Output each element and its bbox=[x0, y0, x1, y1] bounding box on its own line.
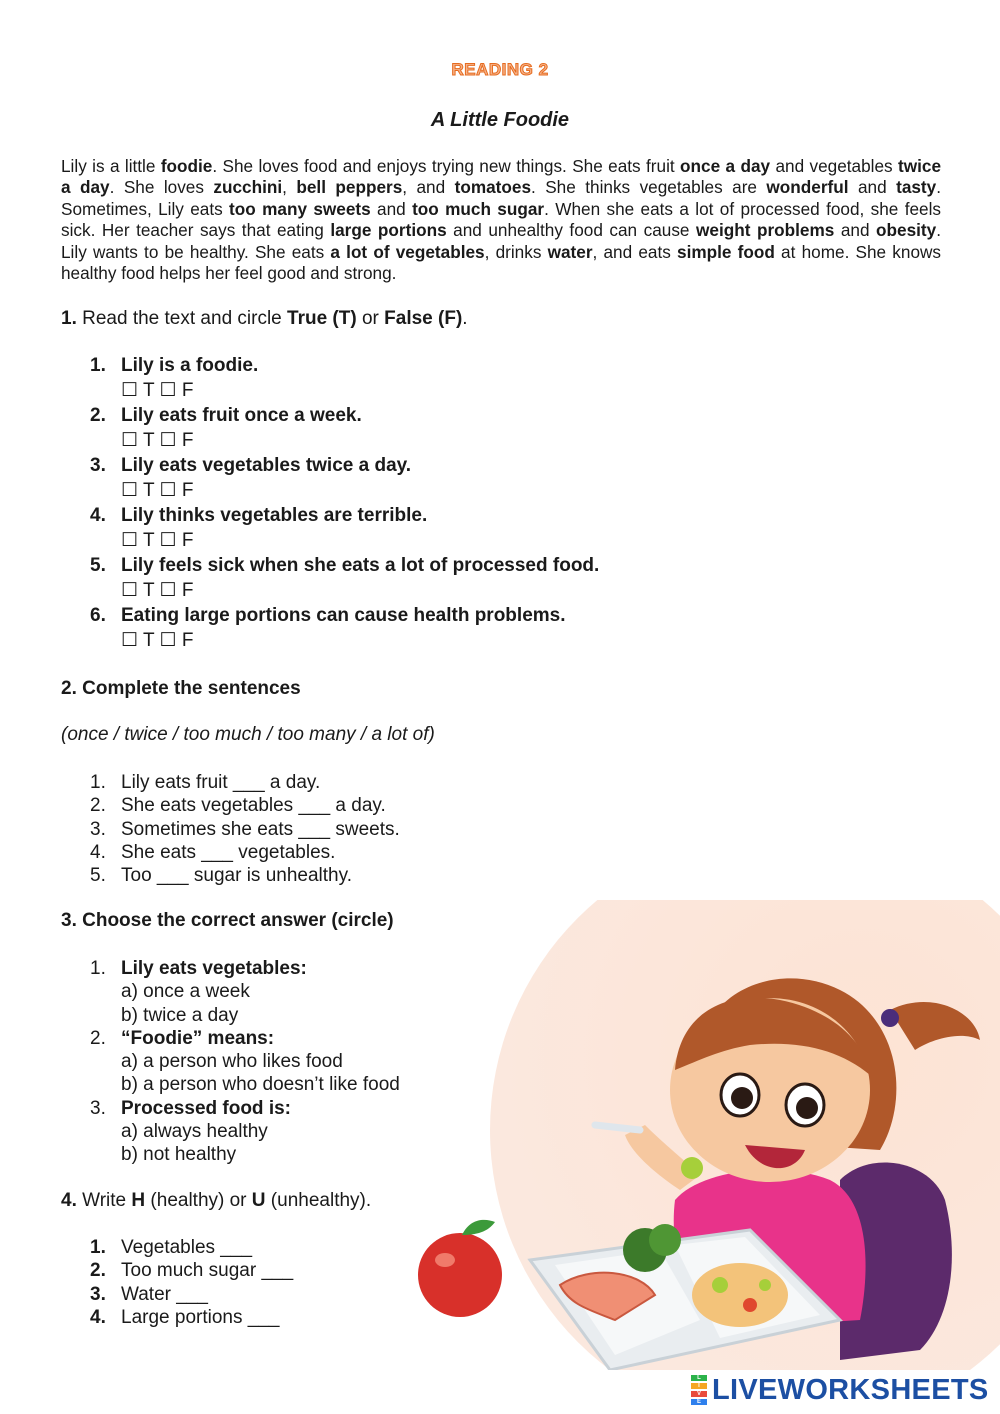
passage-text: and vegetables bbox=[770, 156, 899, 176]
reading-passage bbox=[61, 156, 941, 284]
tf-checkboxes[interactable]: ☐ T ☐ F bbox=[121, 630, 194, 651]
apple-shine bbox=[435, 1253, 455, 1267]
passage-text: and bbox=[834, 220, 877, 241]
item-number: 4. bbox=[90, 1306, 106, 1328]
passage-keyword: bell peppers bbox=[296, 177, 403, 198]
passage-keyword: a lot of vegetables bbox=[330, 241, 485, 262]
tf-question-text: Lily eats fruit once a week. bbox=[121, 405, 362, 426]
hu-item bbox=[90, 1283, 293, 1306]
tf-question-item bbox=[90, 603, 599, 653]
tf-question-body bbox=[121, 553, 599, 603]
tf-question-body bbox=[121, 403, 362, 453]
tf-checkboxes[interactable]: ☐ T ☐ F bbox=[121, 530, 194, 551]
apple-leaf-icon bbox=[462, 1220, 495, 1235]
logo-mark-letter: V bbox=[691, 1391, 707, 1397]
item-number: 3. bbox=[90, 818, 106, 840]
passage-text: . She loves food and enjoys trying new things. She eats fruit bbox=[212, 156, 681, 176]
passage-keyword: weight problems bbox=[696, 220, 835, 241]
hair-tie-icon bbox=[881, 1009, 899, 1027]
mc-question-item bbox=[90, 957, 400, 1027]
logo-mark-icon bbox=[691, 1375, 709, 1405]
mc-question-text: Lily eats vegetables: bbox=[121, 958, 307, 979]
passage-text: and bbox=[370, 198, 413, 219]
item-number: 3. bbox=[90, 1283, 106, 1305]
hu-item bbox=[90, 1306, 293, 1329]
word-options: (once / twice / too much / too many / a lot of) bbox=[61, 724, 435, 745]
mc-question-item bbox=[90, 1097, 400, 1167]
tf-question-body bbox=[121, 603, 566, 653]
passage-keyword: foodie bbox=[160, 156, 213, 176]
tf-question-item bbox=[90, 553, 599, 603]
passage-keyword: simple food bbox=[677, 241, 775, 262]
fill-sentence-text[interactable]: She eats ___ vegetables. bbox=[121, 841, 336, 863]
fill-sentence-item bbox=[90, 818, 400, 841]
item-number: 2. bbox=[90, 405, 106, 426]
liveworksheets-logo bbox=[691, 1374, 989, 1406]
tf-question-text: Lily feels sick when she eats a lot of processed food. bbox=[121, 555, 600, 576]
mc-question-body bbox=[121, 1097, 291, 1167]
passage-text: . She thinks vegetables are bbox=[531, 177, 767, 198]
tf-checkboxes[interactable]: ☐ T ☐ F bbox=[121, 580, 194, 601]
passage-keyword: twice a day bbox=[61, 156, 942, 198]
hu-item bbox=[90, 1259, 293, 1282]
tf-question-body bbox=[121, 503, 427, 553]
tf-question-text: Lily thinks vegetables are terrible. bbox=[121, 505, 428, 526]
veg-pea-2 bbox=[759, 1279, 771, 1291]
passage-keyword: too much sugar bbox=[412, 198, 545, 219]
tf-checkboxes[interactable]: ☐ T ☐ F bbox=[121, 380, 194, 401]
apple-icon bbox=[418, 1233, 502, 1317]
passage-text: at home. She knows healthy food helps her feel good and strong. bbox=[61, 241, 942, 284]
veg-pea-1 bbox=[712, 1277, 728, 1293]
section-2-heading bbox=[61, 678, 301, 700]
section-4-text-b: (healthy) or bbox=[145, 1190, 252, 1211]
tf-question-item bbox=[90, 503, 599, 553]
story-title: A Little Foodie bbox=[430, 109, 570, 131]
mc-option-b[interactable]: b) a person who doesn’t like food bbox=[121, 1074, 400, 1096]
section-4-text-c: (unhealthy). bbox=[265, 1190, 372, 1211]
tf-question-body bbox=[121, 453, 411, 503]
mc-option-b[interactable]: b) twice a day bbox=[121, 1004, 239, 1026]
mc-question-text: Processed food is: bbox=[121, 1097, 291, 1119]
fill-in-list bbox=[90, 771, 400, 887]
item-number: 1. bbox=[90, 958, 106, 979]
fill-sentence-text[interactable]: Sometimes she eats ___ sweets. bbox=[121, 818, 400, 840]
page-title: READING 2 bbox=[451, 60, 549, 79]
section-1-or: or bbox=[356, 308, 385, 329]
mc-option-a[interactable]: a) once a week bbox=[121, 981, 250, 1003]
item-number: 2. bbox=[90, 1027, 106, 1049]
girl-eating-illustration bbox=[400, 900, 1000, 1370]
item-number: 3. bbox=[90, 455, 106, 476]
hu-item bbox=[90, 1236, 293, 1259]
healthy-letter: H bbox=[131, 1190, 146, 1211]
left-pupil bbox=[731, 1087, 753, 1109]
tf-question-body bbox=[121, 353, 258, 403]
passage-text: , drinks bbox=[484, 241, 548, 262]
passage-keyword: tomatoes bbox=[454, 177, 532, 198]
item-number: 1. bbox=[90, 772, 106, 793]
item-number: 6. bbox=[90, 605, 106, 626]
unhealthy-letter: U bbox=[251, 1190, 266, 1211]
mc-question-item bbox=[90, 1027, 400, 1097]
passage-keyword: tasty bbox=[896, 177, 937, 198]
mc-option-a[interactable]: a) always healthy bbox=[121, 1121, 268, 1143]
fill-sentence-text[interactable]: Too ___ sugar is unhealthy. bbox=[121, 865, 352, 887]
broccoli-floret bbox=[649, 1224, 681, 1256]
right-pupil bbox=[796, 1097, 818, 1119]
passage-text: , bbox=[282, 177, 297, 198]
passage-keyword: large portions bbox=[330, 220, 447, 241]
passage-text: Lily is a little bbox=[61, 156, 161, 176]
passage-text: , and eats bbox=[592, 241, 678, 262]
veg-carrot bbox=[743, 1298, 757, 1312]
pea-icon bbox=[681, 1157, 703, 1179]
item-number: 2. bbox=[90, 795, 106, 817]
tf-checkboxes[interactable]: ☐ T ☐ F bbox=[121, 480, 194, 501]
logo-mark-letter: L bbox=[691, 1375, 707, 1381]
item-number: 3. bbox=[90, 1097, 106, 1119]
item-number: 5. bbox=[90, 555, 106, 576]
fill-sentence-text[interactable]: She eats vegetables ___ a day. bbox=[121, 795, 386, 817]
hu-item-text[interactable]: Too much sugar ___ bbox=[121, 1260, 294, 1282]
mc-question-text: “Foodie” means: bbox=[121, 1027, 275, 1049]
passage-text: and unhealthy food can cause bbox=[446, 220, 697, 241]
passage-keyword: obesity bbox=[876, 220, 937, 241]
tf-question-text: Eating large portions can cause health problems. bbox=[121, 605, 566, 626]
item-number: 1. bbox=[90, 1237, 106, 1258]
tf-question-item bbox=[90, 403, 599, 453]
passage-text: . She loves bbox=[109, 177, 214, 198]
section-2-heading-text: 2. Complete the sentences bbox=[61, 678, 301, 699]
section-1-number: 1. bbox=[61, 308, 77, 329]
hu-item-text[interactable]: Vegetables ___ bbox=[121, 1237, 253, 1258]
section-1-end: . bbox=[462, 308, 468, 329]
healthy-unhealthy-list bbox=[90, 1236, 293, 1329]
passage-text: , and bbox=[402, 177, 455, 198]
passage-text: and bbox=[848, 177, 897, 198]
passage-text: . Lily wants to be healthy. She eats bbox=[61, 220, 942, 262]
section-3-heading bbox=[61, 910, 394, 932]
section-4-number: 4. bbox=[61, 1190, 77, 1211]
logo-mark-letter: E bbox=[691, 1399, 707, 1405]
spoon-icon bbox=[595, 1125, 640, 1130]
true-false-list bbox=[90, 353, 599, 653]
multiple-choice-list bbox=[90, 957, 400, 1167]
item-number: 5. bbox=[90, 865, 106, 887]
passage-keyword: wonderful bbox=[766, 177, 849, 198]
mc-option-a[interactable]: a) a person who likes food bbox=[121, 1051, 343, 1073]
logo-mark-letter: I bbox=[691, 1383, 707, 1389]
section-4-heading bbox=[61, 1190, 371, 1212]
fill-sentence-item bbox=[90, 841, 400, 864]
item-number: 4. bbox=[90, 841, 106, 863]
section-3-heading-text: 3. Choose the correct answer (circle) bbox=[61, 910, 394, 931]
passage-keyword: too many sweets bbox=[229, 198, 371, 219]
mc-question-body bbox=[121, 1027, 400, 1097]
fill-sentence-text[interactable]: Lily eats fruit ___ a day. bbox=[121, 772, 321, 793]
mc-option-b[interactable]: b) not healthy bbox=[121, 1144, 237, 1166]
item-number: 2. bbox=[90, 1260, 106, 1282]
false-label: False (F) bbox=[384, 308, 463, 329]
passage-keyword: zucchini bbox=[213, 177, 283, 198]
passage-keyword: once a day bbox=[680, 156, 771, 176]
hu-item-text[interactable]: Large portions ___ bbox=[121, 1306, 280, 1328]
section-1-text: Read the text and circle bbox=[76, 308, 288, 329]
mc-question-body bbox=[121, 957, 307, 1027]
tf-question-text: Lily eats vegetables twice a day. bbox=[121, 455, 412, 476]
hu-item-text[interactable]: Water ___ bbox=[121, 1283, 208, 1305]
tf-question-item bbox=[90, 353, 599, 403]
tf-question-text: Lily is a foodie. bbox=[121, 355, 259, 376]
item-number: 1. bbox=[90, 355, 106, 376]
true-label: True (T) bbox=[287, 308, 357, 329]
section-4-text: Write bbox=[76, 1190, 132, 1211]
fill-sentence-item bbox=[90, 794, 400, 817]
fill-sentence-item bbox=[90, 771, 400, 794]
passage-text: . Sometimes, Lily eats bbox=[61, 177, 941, 219]
tf-question-item bbox=[90, 453, 599, 503]
item-number: 4. bbox=[90, 505, 106, 526]
passage-keyword: water bbox=[547, 241, 593, 262]
section-1-heading bbox=[61, 308, 468, 330]
logo-text: LIVEWORKSHEETS bbox=[712, 1373, 989, 1406]
vegetable-mix-icon bbox=[692, 1263, 788, 1327]
tf-checkboxes[interactable]: ☐ T ☐ F bbox=[121, 430, 194, 451]
passage-text: . When she eats a lot of processed food, she feels sick. Her teacher says that eating bbox=[61, 198, 942, 241]
fill-sentence-item bbox=[90, 864, 400, 887]
